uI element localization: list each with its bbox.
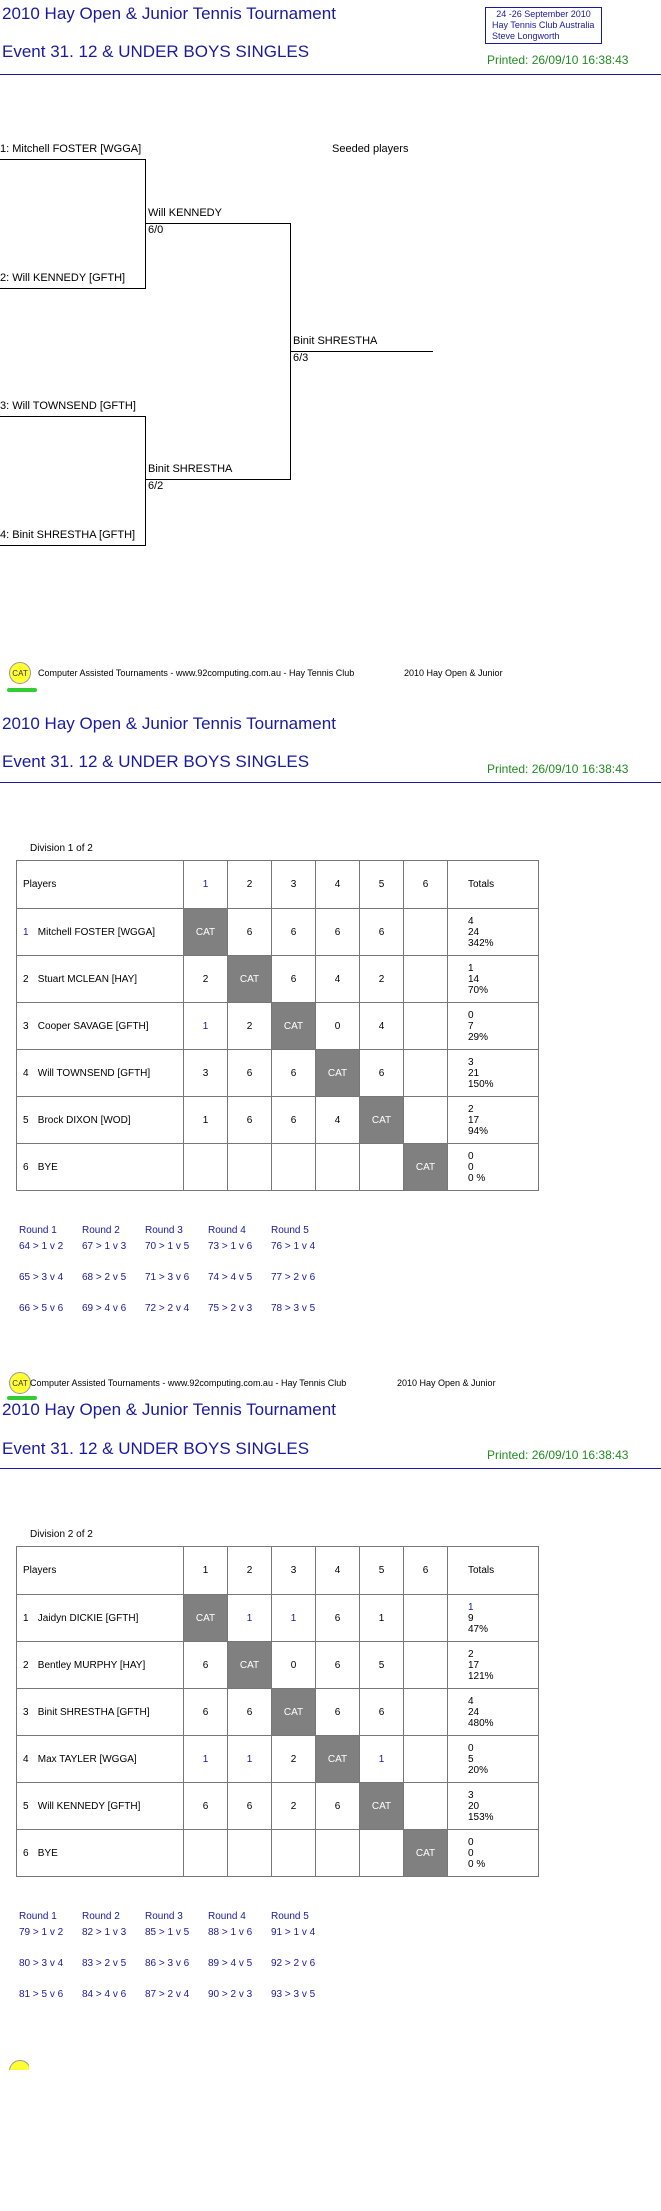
total-games: 21	[468, 1067, 480, 1079]
total-wins: 0	[468, 1150, 474, 1162]
bracket-line	[0, 545, 146, 546]
division-label: Division 1 of 2	[30, 843, 93, 854]
score-cell	[404, 1003, 448, 1050]
score-cell: 3	[184, 1050, 228, 1097]
table-row	[17, 1783, 539, 1830]
cat-logo-partial-icon	[9, 2060, 29, 2070]
round-label: Round 4	[208, 1911, 246, 1922]
score-cell	[404, 1689, 448, 1736]
player-name: Cooper SAVAGE [GFTH]	[37, 1020, 149, 1032]
match-item: 84 > 4 v 6	[82, 1989, 127, 2000]
column-header: 2	[228, 861, 272, 909]
score-cell	[404, 1097, 448, 1144]
player-number: 3	[23, 1020, 29, 1032]
match-item: 79 > 1 v 2	[19, 1927, 64, 1938]
score-cell: 2	[228, 1003, 272, 1050]
score-cell: 4	[316, 956, 360, 1003]
score-cell	[404, 1736, 448, 1783]
round-label: Round 2	[82, 1911, 120, 1922]
total-games: 0	[468, 1161, 474, 1173]
seeded-players-label: Seeded players	[332, 143, 409, 155]
table-row	[17, 1830, 539, 1877]
score-cell	[316, 1144, 360, 1191]
score-cell: CAT	[184, 909, 228, 956]
table-row	[17, 909, 539, 956]
total-percent: 121%	[468, 1670, 494, 1682]
match-item: 91 > 1 v 4	[271, 1927, 316, 1938]
score-cell: 6	[272, 1050, 316, 1097]
score-cell: 6	[316, 909, 360, 956]
score-cell: 6	[272, 1097, 316, 1144]
player-number: 1	[23, 926, 29, 938]
score-cell: 6	[228, 1783, 272, 1830]
event-title: Event 31. 12 & UNDER BOYS SINGLES	[2, 42, 310, 61]
player-number: 1	[23, 1612, 29, 1624]
table-header-row	[17, 1547, 539, 1595]
table-row	[17, 956, 539, 1003]
players-header: Players	[17, 1547, 184, 1595]
table-row	[17, 1003, 539, 1050]
score-cell: 1	[184, 1003, 228, 1050]
total-wins: 3	[468, 1789, 474, 1801]
score-cell: CAT	[272, 1689, 316, 1736]
total-wins: 3	[468, 1056, 474, 1068]
bracket-line	[145, 416, 146, 546]
score-cell: 1	[184, 1736, 228, 1783]
totals-cell	[448, 1736, 539, 1783]
table-row	[17, 1736, 539, 1783]
total-wins: 4	[468, 915, 474, 927]
score-cell: 6	[316, 1783, 360, 1830]
score-cell: CAT	[228, 956, 272, 1003]
column-header: 2	[228, 1547, 272, 1595]
score-cell: 6	[360, 1689, 404, 1736]
player-name: Mitchell FOSTER [WGGA]	[37, 926, 156, 938]
match-item: 64 > 1 v 2	[19, 1241, 64, 1252]
total-games: 17	[468, 1114, 480, 1126]
score-cell	[404, 956, 448, 1003]
round-label: Round 2	[82, 1225, 120, 1236]
match-item: 82 > 1 v 3	[82, 1927, 127, 1938]
page-title: 2010 Hay Open & Junior Tennis Tournament	[2, 1400, 336, 1419]
score-cell: 0	[316, 1003, 360, 1050]
score-cell: 6	[228, 909, 272, 956]
column-header: 6	[404, 1547, 448, 1595]
totals-cell	[448, 1642, 539, 1689]
match-item: 69 > 4 v 6	[82, 1303, 127, 1314]
score-cell: 6	[184, 1642, 228, 1689]
score-cell: 6	[228, 1097, 272, 1144]
score-cell: 5	[360, 1642, 404, 1689]
score-cell: CAT	[184, 1595, 228, 1642]
event-title: Event 31. 12 & UNDER BOYS SINGLES	[2, 1439, 310, 1458]
total-wins: 0	[468, 1742, 474, 1754]
player-name: Binit SHRESTHA [GFTH]	[37, 1706, 150, 1718]
column-header: 4	[316, 861, 360, 909]
score-cell: CAT	[360, 1097, 404, 1144]
column-header: 6	[404, 861, 448, 909]
score-cell: 6	[316, 1595, 360, 1642]
header-divider	[0, 782, 661, 783]
round-label: Round 3	[145, 1911, 183, 1922]
score-cell: 2	[184, 956, 228, 1003]
match-item: 67 > 1 v 3	[82, 1241, 127, 1252]
table-row	[17, 1642, 539, 1689]
round-label: Round 4	[208, 1225, 246, 1236]
match-item: 70 > 1 v 5	[145, 1241, 190, 1252]
info-dates: 24 -26 September 2010	[496, 9, 591, 19]
bracket-line	[146, 479, 291, 480]
event-title: Event 31. 12 & UNDER BOYS SINGLES	[2, 752, 310, 771]
score-cell: 4	[316, 1097, 360, 1144]
header-divider	[0, 1468, 661, 1469]
division-2-table	[16, 1546, 539, 1877]
logo-underline	[7, 688, 37, 692]
match-item: 68 > 2 v 5	[82, 1272, 127, 1283]
totals-cell	[448, 956, 539, 1003]
match-item: 85 > 1 v 5	[145, 1927, 190, 1938]
player-name: Brock DIXON [WOD]	[37, 1114, 131, 1126]
footer-tournament: 2010 Hay Open & Junior	[397, 1378, 496, 1388]
total-percent: 342%	[468, 937, 494, 949]
player-number: 4	[23, 1067, 29, 1079]
match-item: 88 > 1 v 6	[208, 1927, 253, 1938]
score-cell	[184, 1830, 228, 1877]
draw-r1-player-3: 3: Will TOWNSEND [GFTH]	[0, 400, 136, 412]
footer-text: Computer Assisted Tournaments - www.92computing.com.au - Hay Tennis Club	[38, 668, 355, 678]
match-item: 77 > 2 v 6	[271, 1272, 316, 1283]
draw-r1-player-1: 1: Mitchell FOSTER [WGGA]	[0, 143, 142, 155]
score-cell	[404, 909, 448, 956]
column-header: 3	[272, 1547, 316, 1595]
total-games: 20	[468, 1800, 480, 1812]
score-cell: 6	[360, 1050, 404, 1097]
player-number: 5	[23, 1800, 29, 1812]
total-percent: 29%	[468, 1031, 489, 1043]
match-item: 72 > 2 v 4	[145, 1303, 190, 1314]
player-number: 4	[23, 1753, 29, 1765]
player-name: BYE	[37, 1847, 58, 1859]
score-cell: CAT	[316, 1736, 360, 1783]
score-cell	[272, 1830, 316, 1877]
page-title: 2010 Hay Open & Junior Tennis Tournament	[2, 714, 336, 733]
totals-cell	[448, 1689, 539, 1736]
footer-tournament: 2010 Hay Open & Junior	[404, 668, 503, 678]
total-games: 9	[468, 1612, 474, 1624]
score-cell: 6	[184, 1689, 228, 1736]
score-cell	[404, 1783, 448, 1830]
division-1-table	[16, 860, 539, 1191]
footer-text: Computer Assisted Tournaments - www.92computing.com.au - Hay Tennis Club	[30, 1378, 347, 1388]
match-item: 90 > 2 v 3	[208, 1989, 253, 2000]
score-cell	[360, 1144, 404, 1191]
totals-cell	[448, 1595, 539, 1642]
totals-cell	[448, 1003, 539, 1050]
total-percent: 153%	[468, 1811, 494, 1823]
column-header: 5	[360, 861, 404, 909]
totals-cell	[448, 1097, 539, 1144]
bracket-line	[291, 351, 433, 352]
printed-timestamp: Printed: 26/09/10 16:38:43	[487, 762, 629, 776]
score-cell: 1	[184, 1097, 228, 1144]
total-games: 24	[468, 1706, 480, 1718]
total-wins: 2	[468, 1103, 474, 1115]
round-label: Round 1	[19, 1225, 57, 1236]
total-games: 14	[468, 973, 480, 985]
total-wins: 1	[468, 1601, 474, 1613]
total-percent: 70%	[468, 984, 489, 996]
score-cell: CAT	[404, 1830, 448, 1877]
info-referee: Steve Longworth	[492, 31, 560, 41]
round-label: Round 1	[19, 1911, 57, 1922]
match-item: 65 > 3 v 4	[19, 1272, 64, 1283]
total-wins: 0	[468, 1009, 474, 1021]
match-item: 71 > 3 v 6	[145, 1272, 190, 1283]
score-cell: 6	[272, 956, 316, 1003]
score-cell: 6	[316, 1642, 360, 1689]
total-games: 24	[468, 926, 480, 938]
score-cell	[316, 1830, 360, 1877]
score-cell: 1	[228, 1595, 272, 1642]
score-cell: 6	[360, 909, 404, 956]
totals-header: Totals	[448, 1547, 539, 1595]
total-percent: 150%	[468, 1078, 494, 1090]
table-row	[17, 1689, 539, 1736]
score-cell	[228, 1144, 272, 1191]
match-item: 75 > 2 v 3	[208, 1303, 253, 1314]
score-cell: 2	[272, 1783, 316, 1830]
totals-cell	[448, 1050, 539, 1097]
player-name: BYE	[37, 1161, 58, 1173]
player-number: 6	[23, 1847, 29, 1859]
draw-r2-player-1: Will KENNEDY	[148, 207, 222, 219]
score-cell	[228, 1830, 272, 1877]
bracket-line	[145, 159, 146, 289]
player-name: Bentley MURPHY [HAY]	[37, 1659, 146, 1671]
score-cell: CAT	[228, 1642, 272, 1689]
player-number: 3	[23, 1706, 29, 1718]
player-name: Stuart MCLEAN [HAY]	[37, 973, 138, 985]
match-item: 66 > 5 v 6	[19, 1303, 64, 1314]
draw-r2-score-1: 6/0	[148, 224, 164, 236]
score-cell: CAT	[272, 1003, 316, 1050]
match-item: 87 > 2 v 4	[145, 1989, 190, 2000]
total-percent: 0 %	[468, 1858, 486, 1870]
division-label: Division 2 of 2	[30, 1529, 93, 1540]
draw-winner-name: Binit SHRESTHA	[293, 335, 378, 347]
score-cell: 6	[228, 1050, 272, 1097]
total-games: 0	[468, 1847, 474, 1859]
table-row	[17, 1144, 539, 1191]
total-percent: 47%	[468, 1623, 489, 1635]
score-cell	[272, 1144, 316, 1191]
column-header: 1	[184, 1547, 228, 1595]
match-item: 80 > 3 v 4	[19, 1958, 64, 1969]
column-header: 3	[272, 861, 316, 909]
column-header: 4	[316, 1547, 360, 1595]
score-cell: 2	[360, 956, 404, 1003]
match-item: 74 > 4 v 5	[208, 1272, 253, 1283]
round-label: Round 3	[145, 1225, 183, 1236]
score-cell: 6	[228, 1689, 272, 1736]
total-games: 5	[468, 1753, 474, 1765]
total-games: 7	[468, 1020, 474, 1032]
draw-r2-score-2: 6/2	[148, 480, 164, 492]
draw-r1-player-2: 2: Will KENNEDY [GFTH]	[0, 272, 126, 284]
player-number: 2	[23, 973, 29, 985]
totals-cell	[448, 1144, 539, 1191]
score-cell: 2	[272, 1736, 316, 1783]
score-cell: 0	[272, 1642, 316, 1689]
draw-r2-player-2: Binit SHRESTHA	[148, 463, 233, 475]
match-item: 93 > 3 v 5	[271, 1989, 316, 2000]
total-wins: 0	[468, 1836, 474, 1848]
cat-logo-icon: CAT	[9, 662, 31, 684]
bracket-line	[0, 416, 146, 417]
score-cell: CAT	[316, 1050, 360, 1097]
match-item: 81 > 5 v 6	[19, 1989, 64, 2000]
round-label: Round 5	[271, 1911, 309, 1922]
score-cell: CAT	[360, 1783, 404, 1830]
header-divider	[0, 74, 661, 75]
total-percent: 20%	[468, 1764, 489, 1776]
printed-timestamp: Printed: 26/09/10 16:38:43	[487, 1448, 629, 1462]
match-item: 78 > 3 v 5	[271, 1303, 316, 1314]
score-cell	[404, 1595, 448, 1642]
total-wins: 1	[468, 962, 474, 974]
total-percent: 480%	[468, 1717, 494, 1729]
match-item: 89 > 4 v 5	[208, 1958, 253, 1969]
match-item: 83 > 2 v 5	[82, 1958, 127, 1969]
score-cell	[184, 1144, 228, 1191]
score-cell: 4	[360, 1003, 404, 1050]
column-header: 1	[184, 861, 228, 909]
player-number: 5	[23, 1114, 29, 1126]
cat-logo-icon: CAT	[9, 1372, 31, 1394]
score-cell: 6	[272, 909, 316, 956]
printed-timestamp: Printed: 26/09/10 16:38:43	[487, 53, 629, 67]
score-cell: 1	[360, 1736, 404, 1783]
player-number: 2	[23, 1659, 29, 1671]
score-cell: 6	[316, 1689, 360, 1736]
match-item: 73 > 1 v 6	[208, 1241, 253, 1252]
bracket-line	[0, 159, 146, 160]
total-games: 17	[468, 1659, 480, 1671]
page-title: 2010 Hay Open & Junior Tennis Tournament	[2, 4, 336, 23]
total-percent: 0 %	[468, 1172, 486, 1184]
score-cell: CAT	[404, 1144, 448, 1191]
totals-cell	[448, 909, 539, 956]
player-name: Will KENNEDY [GFTH]	[37, 1800, 141, 1812]
column-header: 5	[360, 1547, 404, 1595]
match-item: 76 > 1 v 4	[271, 1241, 316, 1252]
totals-header: Totals	[448, 861, 539, 909]
score-cell	[404, 1050, 448, 1097]
total-wins: 2	[468, 1648, 474, 1660]
player-name: Max TAYLER [WGGA]	[37, 1753, 137, 1765]
players-header: Players	[17, 861, 184, 909]
total-percent: 94%	[468, 1125, 489, 1137]
round-label: Round 5	[271, 1225, 309, 1236]
score-cell	[404, 1642, 448, 1689]
draw-winner-score: 6/3	[293, 352, 309, 364]
table-row	[17, 1595, 539, 1642]
match-item: 92 > 2 v 6	[271, 1958, 316, 1969]
info-club: Hay Tennis Club Australia	[492, 20, 595, 30]
bracket-line	[146, 223, 291, 224]
draw-r1-player-4: 4: Binit SHRESTHA [GFTH]	[0, 529, 136, 541]
bracket-line	[0, 288, 146, 289]
table-row	[17, 1097, 539, 1144]
tournament-info-box	[485, 7, 602, 44]
match-item: 86 > 3 v 6	[145, 1958, 190, 1969]
totals-cell	[448, 1830, 539, 1877]
player-number: 6	[23, 1161, 29, 1173]
player-name: Jaidyn DICKIE [GFTH]	[37, 1612, 139, 1624]
score-cell: 6	[184, 1783, 228, 1830]
table-row	[17, 1050, 539, 1097]
score-cell	[360, 1830, 404, 1877]
total-wins: 4	[468, 1695, 474, 1707]
score-cell: 1	[272, 1595, 316, 1642]
totals-cell	[448, 1783, 539, 1830]
score-cell: 1	[360, 1595, 404, 1642]
player-name: Will TOWNSEND [GFTH]	[37, 1067, 151, 1079]
score-cell: 1	[228, 1736, 272, 1783]
table-header-row	[17, 861, 539, 909]
